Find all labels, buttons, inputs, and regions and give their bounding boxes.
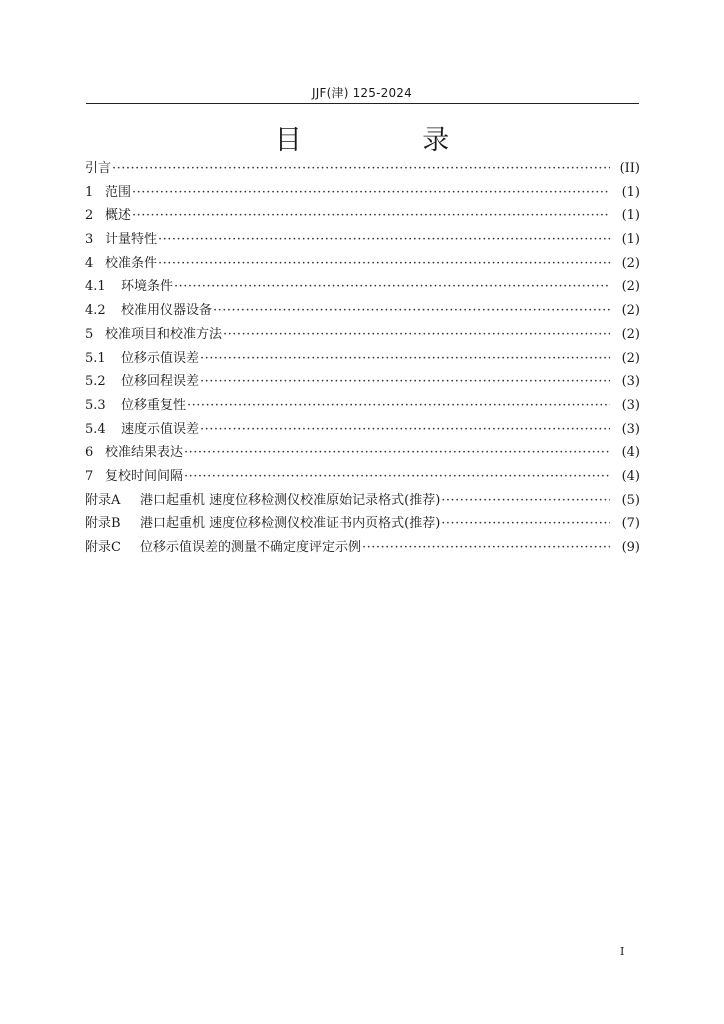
toc-entry-page: (5) <box>621 492 640 508</box>
toc-entry-1[interactable] <box>85 181 640 205</box>
toc-entry-number: 5 <box>85 326 94 342</box>
toc-entry-number: 附录B <box>85 516 121 532</box>
toc-entry-number: 4 <box>85 255 94 271</box>
page-number: I <box>620 945 625 958</box>
toc-entry-4[interactable] <box>85 252 640 276</box>
toc-entry-page: (3) <box>621 374 640 390</box>
toc-entry-number: 5.2 <box>85 374 106 390</box>
dot-leader <box>157 228 610 252</box>
toc-entry-label: 概述 <box>105 208 132 224</box>
toc-entry-number: 5.4 <box>85 421 106 437</box>
toc-entry-7[interactable] <box>85 465 640 489</box>
dot-leader <box>173 275 610 299</box>
toc-entry-label: 校准项目和校准方法 <box>105 326 223 342</box>
toc-entry-page: (2) <box>621 350 640 366</box>
dot-leader <box>157 252 610 276</box>
toc-entry-4-2[interactable] <box>85 299 640 323</box>
toc-entry-appendix-a[interactable] <box>85 489 640 513</box>
dot-leader <box>131 181 610 205</box>
toc-entry-appendix-b[interactable] <box>85 512 640 536</box>
toc-entry-3[interactable] <box>85 228 640 252</box>
toc-entry-label: 港口起重机 速度位移检测仪校准证书内页格式(推荐) <box>140 516 441 532</box>
toc-entry-2[interactable] <box>85 204 640 228</box>
toc-entry-5-3[interactable] <box>85 394 640 418</box>
dot-leader <box>199 347 610 371</box>
toc-entry-label: 位移重复性 <box>121 397 187 413</box>
dot-leader <box>222 323 610 347</box>
toc-entry-page: (3) <box>621 397 640 413</box>
dot-leader <box>131 204 610 228</box>
toc-entry-number: 7 <box>85 468 94 484</box>
dot-leader <box>186 394 610 418</box>
toc-entry-4-1[interactable] <box>85 275 640 299</box>
toc-entry-label: 速度示值误差 <box>121 421 200 437</box>
toc-entry-page: (4) <box>621 445 640 461</box>
toc-entry-page: (3) <box>621 421 640 437</box>
toc-entry-foreword[interactable] <box>85 157 640 181</box>
toc-entry-page: (2) <box>621 279 640 295</box>
toc-entry-number: 5.3 <box>85 397 106 413</box>
toc-entry-6[interactable] <box>85 441 640 465</box>
dot-leader <box>183 465 610 489</box>
toc-entry-label: 校准结果表达 <box>105 445 184 461</box>
toc-entry-5-4[interactable] <box>85 418 640 442</box>
toc-entry-number: 4.2 <box>85 303 106 319</box>
toc-entry-5-2[interactable] <box>85 370 640 394</box>
toc-entry-page: (1) <box>621 232 640 248</box>
toc-entry-number: 1 <box>85 184 94 200</box>
toc-entry-label: 引言 <box>85 161 112 176</box>
toc-entry-page: (II) <box>619 161 640 176</box>
toc-entry-label: 计量特性 <box>105 232 158 248</box>
toc-entry-label: 环境条件 <box>121 279 174 295</box>
toc-entry-label: 复校时间间隔 <box>105 468 184 484</box>
toc-entry-page: (2) <box>621 303 640 319</box>
toc-entry-5[interactable] <box>85 323 640 347</box>
toc-entry-page: (7) <box>621 516 640 532</box>
dot-leader <box>183 441 610 465</box>
toc-entry-label: 位移示值误差 <box>121 350 200 366</box>
toc-entry-number: 2 <box>85 208 94 224</box>
toc-entry-page: (2) <box>621 255 640 271</box>
toc-entry-label: 港口起重机 速度位移检测仪校准原始记录格式(推荐) <box>140 492 441 508</box>
toc-entry-page: (4) <box>621 468 640 484</box>
toc-entry-number: 6 <box>85 445 94 461</box>
dot-leader <box>199 370 610 394</box>
dot-leader <box>440 489 610 513</box>
dot-leader <box>212 299 610 323</box>
toc-entry-page: (2) <box>621 326 640 342</box>
toc-entry-appendix-c[interactable] <box>85 536 640 560</box>
dot-leader <box>111 157 610 181</box>
toc-entry-label: 校准条件 <box>105 255 158 271</box>
toc-entry-number: 附录A <box>85 492 121 508</box>
toc-entry-page: (1) <box>621 208 640 224</box>
toc-entry-number: 3 <box>85 232 94 248</box>
toc-entry-label: 位移示值误差的测量不确定度评定示例 <box>140 540 362 555</box>
toc-title: 目 录 <box>274 125 506 156</box>
table-of-contents <box>85 157 640 560</box>
toc-entry-label: 位移回程误差 <box>121 374 200 390</box>
dot-leader <box>361 536 610 560</box>
document-code: JJF(津) 125-2024 <box>312 86 412 100</box>
dot-leader <box>440 512 610 536</box>
toc-entry-number: 附录C <box>85 540 121 555</box>
toc-entry-label: 范围 <box>105 184 132 200</box>
toc-entry-label: 校准用仪器设备 <box>121 303 213 319</box>
toc-entry-5-1[interactable] <box>85 347 640 371</box>
toc-entry-page: (1) <box>621 184 640 200</box>
dot-leader <box>199 418 610 442</box>
header-divider <box>86 103 639 104</box>
toc-entry-number: 5.1 <box>85 350 106 366</box>
toc-entry-number: 4.1 <box>85 279 106 295</box>
toc-entry-page: (9) <box>621 540 640 555</box>
